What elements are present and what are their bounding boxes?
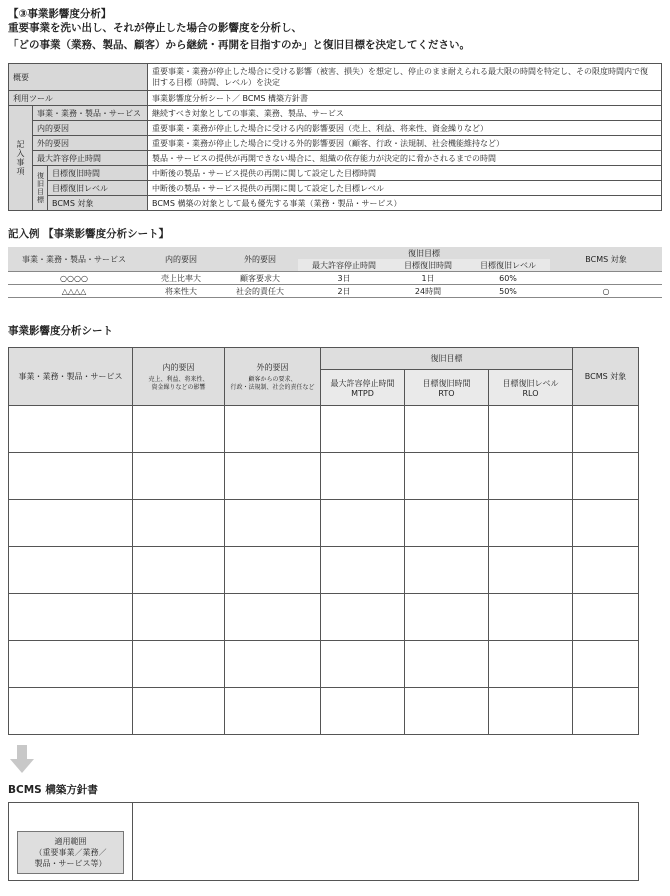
section-title: 【③事業影響度分析】 [8,8,112,20]
table-row[interactable] [9,500,639,547]
table-row[interactable] [9,641,639,688]
intro-line-1: 重要事業を洗い出し、それが停止した場合の影響度を分析し、 [8,22,302,34]
sheet-header-business: 事業・業務・製品・サービス [9,348,133,406]
entry-text: 重要事業・業務が停止した場合に受ける内的影響要因（売上、利益、将来性、資金繰りなど） [148,121,662,136]
analysis-sheet-table[interactable] [8,347,639,735]
sheet-header-bcms: BCMS 対象 [573,348,639,406]
ex-header-internal: 内的要因 [140,247,222,272]
recovery-label: 復旧目標 [33,166,48,211]
overview-table [8,63,662,211]
scope-label: 適用範囲 （重要事業／業務／ 製品・サービス等） [17,831,124,874]
example-table [8,247,662,298]
entry-label: BCMS 対象 [48,196,148,211]
entry-label: 外的要因 [33,136,148,151]
tool-text: 事業影響度分析シート／ BCMS 構築方針書 [148,91,662,106]
ex-header-rto: 目標復旧時間 [390,259,466,272]
entry-label: 内的要因 [33,121,148,136]
summary-label: 概要 [9,64,148,91]
sheet-header-recovery: 復旧目標 [321,348,573,370]
summary-text: 重要事業・業務が停止した場合に受ける影響（被害、損失）を想定し、停止のまま耐えられる最大限の時間を特定し、その限度時間内で復 旧する目標（時間、レベル）を決定 [148,64,662,91]
example-title: 記入例 【事業影響度分析シート】 [8,228,170,240]
table-row[interactable] [9,594,639,641]
ex-header-mtpd: 最大許容停止時間 [298,259,390,272]
entry-text: 製品・サービスの提供が再開できない場合に、組織の依存能力が決定的に脅かされるまでの時間 [148,151,662,166]
down-arrow-icon [10,745,34,773]
policy-table [8,802,639,881]
ex-header-business: 事業・業務・製品・サービス [8,247,140,272]
entry-text: 中断後の製品・サービス提供の再開に関して設定した目標時間 [148,166,662,181]
intro-text [8,20,470,54]
entry-text: 中断後の製品・サービス提供の再開に関して設定した目標レベル [148,181,662,196]
entry-text: 継続すべき対象としての事業、業務、製品、サービス [148,106,662,121]
table-row[interactable] [9,453,639,500]
entry-label: 事業・業務・製品・サービス [33,106,148,121]
ex-header-bcms: BCMS 対象 [550,247,662,272]
sheet-header-mtpd: 最大許容停止時間 MTPD [321,370,405,406]
table-row: ○○○○ 売上比率大 顧客要求大 3日 1日 60% [8,272,662,285]
entries-label: 記入事項 [9,106,33,211]
entry-label: 目標復旧レベル [48,181,148,196]
ex-header-rlo: 目標復旧レベル [466,259,550,272]
ex-header-external: 外的要因 [222,247,298,272]
policy-scope-cell [9,803,133,881]
table-row[interactable] [9,688,639,735]
sheet-title: 事業影響度分析シート [8,325,113,337]
intro-line-2: 「どの事業（業務、製品、顧客）から継続・再開を目指すのか」と復旧目標を決定してください。 [8,39,470,51]
entry-label: 最大許容停止時間 [33,151,148,166]
sheet-header-rto: 目標復旧時間 RTO [405,370,489,406]
sheet-header-external: 外的要因 顧客からの要求、 行政・法規制、社会的責任など [225,348,321,406]
tool-label: 利用ツール [9,91,148,106]
entry-text: BCMS 構築の対象として最も優先する事業（業務・製品・サービス） [148,196,662,211]
entry-label: 目標復旧時間 [48,166,148,181]
policy-title: BCMS 構築方針書 [8,784,98,796]
scope-input-area[interactable] [133,803,639,881]
ex-header-recovery: 復旧目標 [298,247,550,259]
table-row[interactable] [9,406,639,453]
entry-text: 重要事業・業務が停止した場合に受ける外的影響要因（顧客、行政・法規制、社会機能維持など） [148,136,662,151]
sheet-header-internal: 内的要因 売上、利益、将来性、 資金繰りなどの影響 [133,348,225,406]
sheet-header-rlo: 目標復旧レベル RLO [489,370,573,406]
table-row: △△△△ 将来性大 社会的責任大 2日 24時間 50% ○ [8,285,662,298]
table-row[interactable] [9,547,639,594]
